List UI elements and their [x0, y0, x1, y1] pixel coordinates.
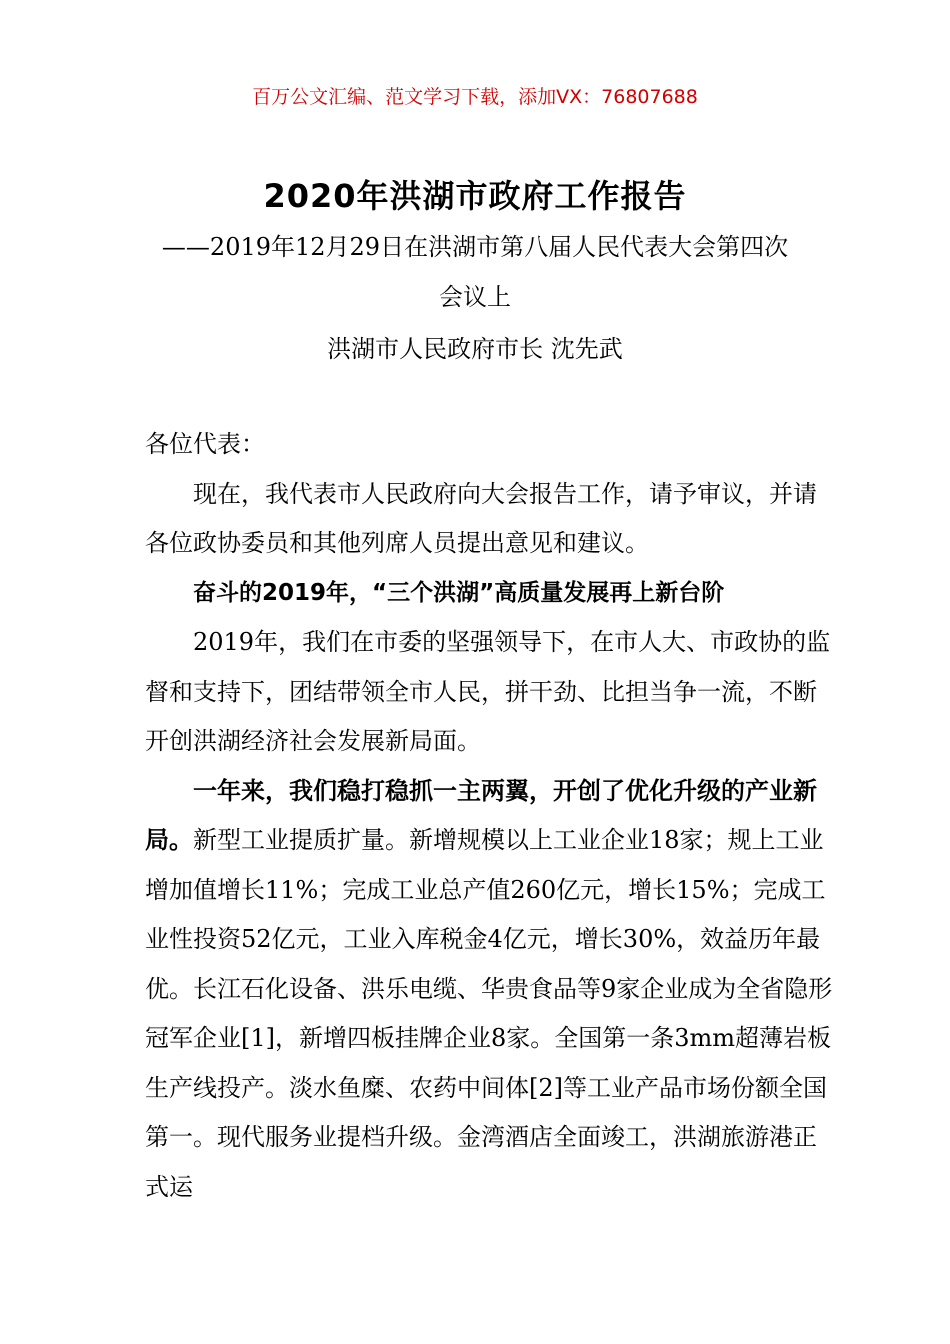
paragraph-1: 2019年，我们在市委的坚强领导下，在市人大、市政协的监督和支持下，团结带领全市人民，拼干劲、比担当争一流，不断开创洪湖经济社会发展新局面。 — [145, 628, 831, 755]
paragraph-2-lead: 一年来，我们稳打稳抓一主两翼，开创了优化升级的产业新局。 — [145, 776, 817, 854]
section-heading: 奋斗的2019年，“三个洪湖”高质量发展再上新台阶 — [193, 579, 725, 606]
report-author: 洪湖市人民政府市长 沈先武 — [327, 335, 623, 363]
report-subtitle: ——2019年12月29日在洪湖市第八届人民代表大会第四次会议上 — [161, 233, 789, 311]
paragraph-2 — [145, 767, 835, 1213]
intro-paragraph: 现在，我代表市人民政府向大会报告工作，请予审议，并请各位政协委员和其他列席人员提出意见和建议。 — [145, 479, 817, 557]
report-body — [145, 420, 835, 1212]
greeting: 各位代表： — [145, 430, 265, 458]
report-title: 2020年洪湖市政府工作报告 — [263, 177, 687, 215]
paragraph-2-rest: 新型工业提质扩量。新增规模以上工业企业18家；规上工业增加值增长11%；完成工业总产值260亿元，增长15%；完成工业性投资52亿元，工业入库税金4亿元，增长30%，效益历年最优。长江石化设备、洪乐电缆、华贵食品等9家企业成为全省隐形冠军企业[1]，新增四板挂牌企业8家。全国第一条3mm超薄岩板生产线投产。淡水鱼糜、农药中间体[2]等工业产品市场份额全国第一。现代服务业提档升级。金湾酒店全面竣工，洪湖旅游港正式运 — [145, 826, 833, 1201]
promo-banner: 百万公文汇编、范文学习下载，添加VX：76807688 — [252, 86, 698, 108]
